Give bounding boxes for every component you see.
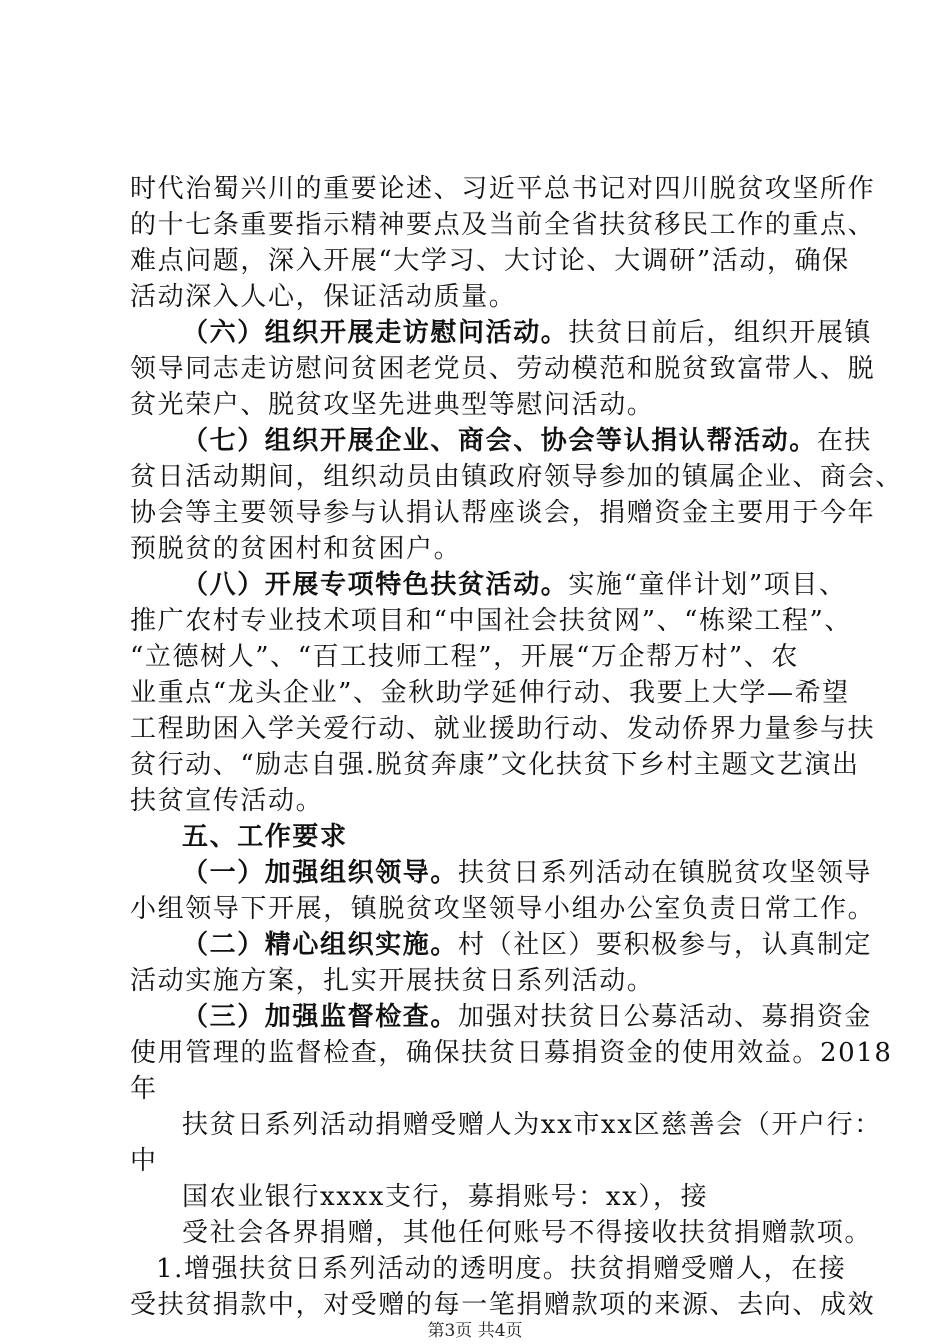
- body-text: “立德树人”、“百工技师工程”，开展“万企帮万村”、农: [130, 642, 799, 672]
- body-text: 加强对扶贫日公募活动、募捐资金: [458, 1002, 873, 1032]
- subsection-one-heading-line: [182, 855, 873, 891]
- body-text: 贫行动、“励志自强.脱贫奔康”文化扶贫下乡村主题文艺演出: [130, 750, 860, 780]
- body-line: [130, 531, 830, 567]
- body-text: 使用管理的监督检查，确保扶贫日募捐资金的使用效益。2018: [130, 1038, 893, 1068]
- body-line: [130, 675, 850, 711]
- body-line: [130, 603, 852, 639]
- section-seven-heading-line: [182, 423, 873, 459]
- body-line: [130, 495, 876, 531]
- body-text: 推广农村专业技术项目和“中国社会扶贫网”、“栋梁工程”、: [130, 606, 852, 636]
- body-text: 扶贫日系列活动捐赠受赠人为xx市xx区慈善会（开户行：: [182, 1110, 882, 1140]
- body-text: 受扶贫捐款中，对受赠的每一笔捐赠款项的来源、去向、成效: [130, 1290, 876, 1320]
- section-heading: （二）精心组织实施。: [182, 930, 459, 960]
- body-line: [130, 387, 830, 423]
- body-line: [130, 1035, 893, 1071]
- body-text: 在扶: [816, 426, 873, 456]
- body-text: 协会等主要领导参与认捐认帮座谈会，捐赠资金主要用于今年: [130, 498, 876, 528]
- page-number: 第3页 共4页: [427, 1321, 523, 1341]
- body-line: [156, 1251, 847, 1287]
- body-text: 工程助困入学关爱行动、就业援助行动、发动侨界力量参与扶: [130, 714, 876, 744]
- body-text: 难点问题，深入开展“大学习、大讨论、大调研”活动，确保: [130, 246, 850, 276]
- body-text: 贫日活动期间，组织动员由镇政府领导参加的镇属企业、商会、: [130, 462, 903, 492]
- body-line: [182, 1179, 830, 1215]
- section-eight-heading-line: [182, 567, 847, 603]
- body-text: 年: [130, 1074, 158, 1104]
- body-line: [130, 1143, 830, 1179]
- body-line: [130, 243, 850, 279]
- body-line: [130, 783, 830, 819]
- chapter-heading-line: [182, 819, 882, 855]
- subsection-two-heading-line: [182, 927, 873, 963]
- page-footer: [0, 1320, 950, 1342]
- section-six-heading-line: [182, 315, 873, 351]
- body-line: [130, 891, 876, 927]
- section-heading: （八）开展专项特色扶贫活动。: [182, 570, 569, 600]
- body-text: 预脱贫的贫困村和贫困户。: [130, 534, 462, 564]
- body-text: 的十七条重要指示精神要点及当前全省扶贫移民工作的重点、: [130, 210, 876, 240]
- body-line: [130, 1071, 830, 1107]
- body-text: 扶贫日前后，组织开展镇: [568, 318, 873, 348]
- body-text: 活动实施方案，扎实开展扶贫日系列活动。: [130, 966, 655, 996]
- body-line: [182, 1107, 882, 1143]
- body-text: 时代治蜀兴川的重要论述、习近平总书记对四川脱贫攻坚所作: [130, 174, 876, 204]
- body-text: 扶贫宣传活动。: [130, 786, 324, 816]
- section-heading: （一）加强组织领导。: [182, 858, 459, 888]
- body-line: [182, 1215, 873, 1251]
- body-line: [130, 639, 830, 675]
- body-text: 实施“童伴计划”项目、: [568, 570, 847, 600]
- body-line: [130, 279, 830, 315]
- body-line: [130, 711, 876, 747]
- section-heading: （七）组织开展企业、商会、协会等认捐认帮活动。: [182, 426, 817, 456]
- body-text: 受社会各界捐赠，其他任何账号不得接收扶贫捐赠款项。: [182, 1218, 873, 1248]
- body-text: 活动深入人心，保证活动质量。: [130, 282, 517, 312]
- body-text: 业重点“龙头企业”、金秋助学延伸行动、我要上大学—希望: [130, 678, 850, 708]
- body-text: 1.增强扶贫日系列活动的透明度。扶贫捐赠受赠人，在接: [156, 1254, 847, 1284]
- body-line: [130, 207, 876, 243]
- body-line: [130, 747, 860, 783]
- body-line: [130, 171, 876, 207]
- body-line: [130, 351, 876, 387]
- body-text: 领导同志走访慰问贫困老党员、劳动模范和脱贫致富带人、脱: [130, 354, 876, 384]
- body-text: 扶贫日系列活动在镇脱贫攻坚领导: [458, 858, 873, 888]
- body-line: [130, 459, 903, 495]
- body-line: [130, 1287, 876, 1323]
- body-text: 村（社区）要积极参与，认真制定: [458, 930, 873, 960]
- section-heading: （六）组织开展走访慰问活动。: [182, 318, 569, 348]
- body-text: 贫光荣户、脱贫攻坚先进典型等慰问活动。: [130, 390, 655, 420]
- chapter-heading: 五、工作要求: [182, 822, 348, 852]
- body-text: 中: [130, 1146, 158, 1176]
- section-heading: （三）加强监督检查。: [182, 1002, 459, 1032]
- body-text: 国农业银行xxxx支行，募捐账号：xx），接: [182, 1182, 709, 1212]
- subsection-three-heading-line: [182, 999, 873, 1035]
- body-line: [130, 963, 830, 999]
- body-text: 小组领导下开展，镇脱贫攻坚领导小组办公室负责日常工作。: [130, 894, 876, 924]
